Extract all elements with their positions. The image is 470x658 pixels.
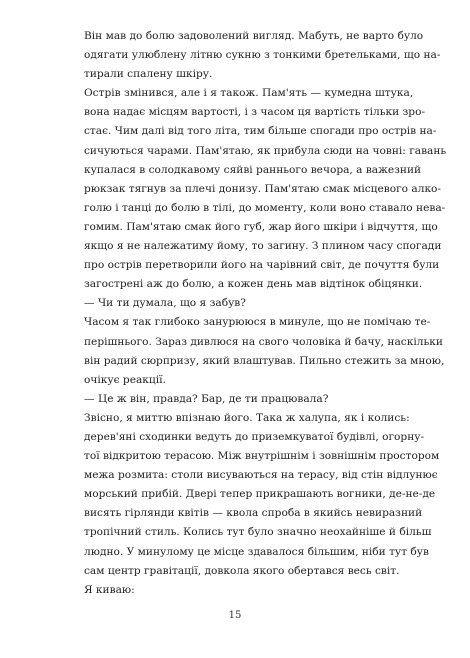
text-line: межа розмита: столи висуваються на терасу, від стін відлунює — [84, 469, 438, 482]
paragraph-1 — [72, 27, 441, 84]
paragraph-2 — [72, 84, 447, 294]
body-text — [72, 27, 447, 600]
text-line: стає. Чим далі від того літа, тим більше спогади про острів на- — [84, 125, 437, 138]
paragraph-3-dialogue — [72, 294, 402, 313]
text-line: висять гірлянди квітів — квола спроба в якийсь невиразний — [84, 507, 423, 520]
text-line: тропічний стиль. Колись тут було значно неохайніше й більш — [84, 526, 432, 539]
text-line: Часом я так глибоко занурююся в минуле, що не помічаю те- — [84, 316, 431, 329]
text-line: Він мав до болю задоволений вигляд. Мабуть, не варто було — [84, 30, 424, 42]
text-line: — Це ж він, правда? Бар, де ти працювала? — [84, 392, 329, 405]
text-line: голю і танці до болю в тілі, до моменту, коли воно ставало нева- — [84, 201, 446, 214]
paragraph-4 — [72, 313, 445, 389]
text-line: людно. У минулому це місце здавалося більшим, ніби тут був — [84, 545, 429, 558]
text-line: тої відкритою терасою. Між внутрішнім і зовнішнім простором — [84, 450, 440, 463]
text-line: дерев'яні сходинки ведуть до приземкуватої будівлі, огорну- — [84, 430, 425, 443]
text-line: сам центр гравітації, довкола якого обертався весь світ. — [84, 564, 400, 577]
text-line: очікує реакції. — [84, 373, 166, 386]
text-line: перішнього. Зараз дивлюся на свого чоловіка й бачу, наскільки — [84, 335, 443, 348]
text-line: Я киваю: — [84, 583, 135, 596]
paragraph-7 — [72, 581, 402, 600]
text-line: тирали спалену шкіру. — [84, 68, 213, 81]
text-line: сичуються чарами. Пам'ятаю, як прибула сюди на човні: гавань — [84, 144, 447, 157]
text-line: рюкзак тягнув за плечі донизу. Пам'ятаю смак місцевого алко- — [84, 182, 442, 195]
text-line: про острів перетворили його на чарівний світ, де почуття були — [84, 259, 440, 272]
text-line: одягати улюблену літню сукню з тонкими бретельками, що на- — [84, 49, 441, 62]
text-line: купалася в солодкавому сяйві раннього вечора, а важезний — [84, 163, 422, 176]
text-line: загострені аж до болю, а кожен день мав відтінок обіцянки. — [84, 278, 423, 291]
paragraph-6 — [72, 409, 440, 581]
text-line: якщо я не належатиму йому, то загину. З плином часу спогади — [84, 240, 442, 253]
page-number: 15 — [228, 610, 242, 621]
text-line: Звісно, я миттю впізнаю його. Така ж халупа, як і колись: — [84, 411, 410, 424]
text-line: Острів змінився, але і я також. Пам'ять — кумедна штука, — [84, 87, 414, 100]
text-line: гомим. Пам'ятаю смак його губ, жар його шкіри і відчуття, що — [84, 220, 438, 233]
text-line: — Чи ти думала, що я забув? — [84, 297, 246, 310]
text-line: він радий сюрпризу, який влаштував. Пильно стежить за мною, — [84, 354, 445, 367]
text-line: морський прибій. Двері тепер прикрашають вогники, де-не-де — [84, 488, 436, 501]
text-line: вона надає місцям вартості, і з часом ця вартість тільки зро- — [84, 106, 426, 119]
paragraph-5-dialogue — [72, 390, 402, 409]
